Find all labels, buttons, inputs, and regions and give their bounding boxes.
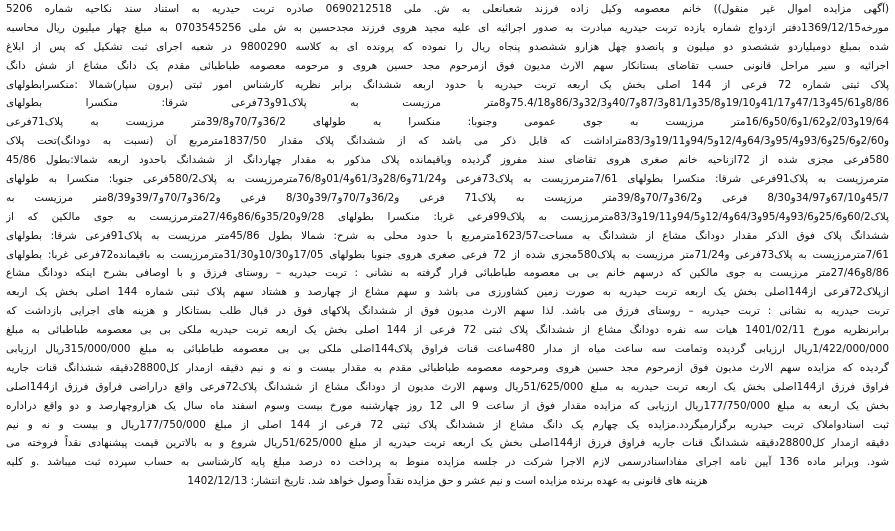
notice-line-7: 19/64و2/03و1/62و50/6و16/6متر مرزیست به جوی عمومی وجنوبا: منکسرا به طولهای 36/2و70/7و39/8متر مرزیست به پلاک71فرعی — [6, 116, 889, 129]
notice-line-16: ازپلاک72فرعی از144اصلی بخش یک اربعه تربت حیدریه به صورت زمین کشاورزی می باشد و سهم مشاع از چهارصد و هشتاد سهم پلاک ثبتی شماره 144 اصلی بخش یک اربعه — [6, 286, 889, 299]
notice-line-10: مترمرزیست به پلاک91فرعی شرقا: منکسرا بطولهای 7/61مترمرزیست به پلاک73فرعی و71/24و28/6و61/3و01/4و76/8مترمرزیست به پلاک580/2فرعی جنوبا: منکسرا به طولهای — [6, 173, 889, 186]
notice-line-25: شود. وبرابر ماده 136 آیین نامه اجرای مفاداسنادرسمی لازم الاجرا شرکت در جلسه مزایده منوط به پرداخت ده درصد مبلغ پایه کارشناسی به حساب سپرده ثبت میباشد .و کلیه — [6, 456, 889, 469]
notice-line-14: 7/61مترمرزیست به پلاک73فرعی و71/24متر مرزیست به پلاک580مجزی شده از 72 فرعی صغری هروی جنوبا بطولهای 17/05و10/30و31/30مترمرزیست به باقیمانده72فرعی غربا: بطولهای — [6, 248, 889, 261]
notice-line-8: و2/60و25/6و93/6و95/4و64/3و12/4و94/5و19/11و83/3متراداشت که قابل ذکر می باشد که از ششدانگ پلاک مقدار 1837/50مترمربع آن (نسبت به دودانگ)تحت پلاک — [6, 135, 889, 148]
notice-line-19: 1/422/000/000ریال ارزیابی گردیده وتمامت سه ساعت میاه از مدار 480ساعت قنات فراوق پلاک144اصلی ملکی بی بی معصومه طباطبائی به مبلغ 315/000/000ریال ارزیابی — [6, 343, 889, 356]
notice-line-18: برابرنظریه مورخ 1401/02/11 هیات سه نفره دودانگ مشاع از ششدانگ پلاک ثبتی 72 فرعی از 144 اصلی بخش یک اربعه تربت حیدریه ملکی بی بی معصومه طباطبائی به مبلغ — [6, 324, 889, 337]
notice-line-23: ثبت اسنادواملاک تربت حیدریه برگزارمیگردد.مزایده یک چهارم یک دانگ مشاع از ششدانگ پلاک ثبتی 72 فرعی از 144 اصلی از مبلغ 177/750/000ریال و بیست و نه و نیم — [6, 418, 889, 431]
notice-line-11: 45/7و67/10و34/97و8/30 فرعی و36/2و70/7و39/8متر مرزیست به پلاک71 فرعی و36/2و70/7و39/7و8/30 فرعی و36/2و70/7و39/7و8/39متر مرزیست به — [6, 191, 889, 204]
notice-line-26-publish-date: هزینه های قانونی به عهده برنده مزایده است و نیم عشر و حق مزایده نقداً وصول خواهد شد. تاریخ انتشار: 1402/12/13 — [187, 475, 708, 488]
notice-line-6: 8/86و45/61و47/13و41/17و19/10و35/8و81/1و87/3و40/7و32/3و86/3و75.4/18و8متر مرزیست به پلاک91و73فرعی شرقا: منکسرا بطولهای — [6, 97, 889, 110]
notice-line-9: 580فرعی مجزی شده از 72ازناحیه خانم صغری هروی تقاضای سند مفروز گردیده وباقیمانده پلاک مذکور به مقدار چهاردانگ از ششدانگ باحدود اربعه شمالا:بطول 45/86 — [6, 154, 889, 167]
notice-line-15: 8/86و27/46متر مرزیست به جوی مالکین که درسهم خانم بی بی معصومه طباطبائی قرار گرفته به نشانی : تربت حیدریه – روستای فرزق و با اوصافی بشرح اینکه دودانگ مشاع — [6, 267, 889, 280]
notice-line-2: مورخه1369/12/15دفتر ازدواج شماره یازده تربت حیدریه مبادرت به صدور اجرائیه ای علیه مجید هروی فرزند مجدحسین به ش ملی 0703545256 به مبلغ چهار میلیون ریال محاسبه — [6, 21, 889, 34]
notice-line-17: تربت حیدریه به نشانی : تربت حیدریه – روستای فرزق می باشد. لذا سهم الارث مدیون فوق از ششدانگ پلاکهای فوق در قبال طلب بستانکار و هزینه های اجرایی بازداشت که — [6, 305, 889, 318]
notice-line-5: پلاک ثبتی شماره 72 فرعی از 144 اصلی بخش یک اربعه تربت حیدریه با حدود اربعه ششدانگ برابر نظریه کارشناس امور ثبتی (برون سپار)شمالا :منکسرابطولهای — [6, 78, 889, 91]
notice-line-4: اجرائیه و سیر مراحل قانونی حسب تقاضای بستانکار سهم الارث مدیون فوق ازمرحوم مجد حسین هروی و مرحومه معصومه طباطبائی مقدم یک دانگ مشاع از شش دانگ — [6, 59, 889, 72]
notice-line-1: (آگهی مزایده اموال غیر منقول)) خانم معصومه وکیل زاده فرزند شعبانعلی به ش. ملی 0690212518 صادره تربت حیدریه به استناد سند نکاحیه شماره 5206 — [6, 3, 889, 15]
notice-line-20: گردیده که مزایده سهم الارث مدیون فوق ازمرحوم مجد حسین هروی ومرحومه معصومه طباطبائی مقدم به مقدار بیست و نه و نیم دقیقه ازمدار کل28800دقیقه ششدانگ قنات جاریه — [6, 361, 889, 374]
notice-line-3: شده بمبلغ دومیلیاردو ششصدو دو میلیون و پانصدو چهل هزارو ششصدو پنجاه ریال را نموده که پرونده ای به کلاسه 9800290 در شعبه اجرای ثبت تشکیل که پس از ابلاغ — [6, 40, 889, 53]
notice-line-13: ششدانگ پلاک فوق الذکر مقدار دودانگ مشاع از ششدانگ به مساحت1623/57مترمربع با حدود محلی به شرح: شمالا بطول 45/86متر مرزیست به پلاک91فرعی شرقا: بطولهای — [6, 229, 889, 242]
notice-line-21: فراوق فرزق از144اصلی بخش یک اربعه تربت حیدریه به مبلغ 51/625/000ریال وسهم الارث مدیون از دودانگ مشاع از ششدانگ پلاک72فرعی واقع دراراضی فراوق فرزق از144اصلی — [6, 380, 889, 393]
notice-line-24: دقیقه ازمدار کل28800دقیقه ششدانگ قنات جاریه فراوق فرزق از144اصلی بخش یک اربعه تربت حیدریه از مبلغ 51/625/000ریال شروع و به بالاترین قیمت پیشنهادی نقداً فروخته می — [6, 437, 889, 450]
notice-line-22: بخش یک اربعه به مبلغ 177/750/000ریال ارزیابی که مزایده مقدار فوق از ساعت 9 الی 12 روز چهارشنبه مورخ بیست وسوم اسفند ماه سال یک هزاروچهارصد و دو واقع دراداره — [6, 399, 889, 412]
notice-line-12: پلاک60/2و25/6و93/6و95/4و64/3و12/4و94/5و19/11و83/3مترمرزیست به پلاک99فرعی غربا: منکسرا بطولهای 9/28و35/20و86/6و27/46مترمرزیست به جوی مالکین که از — [6, 210, 889, 223]
